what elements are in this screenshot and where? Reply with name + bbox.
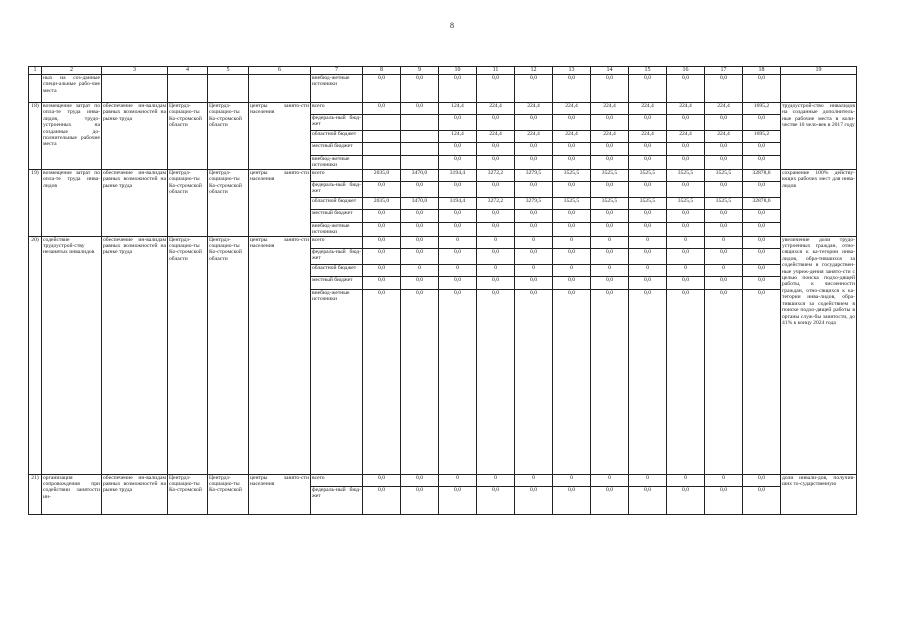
funding-value: 0,0 xyxy=(743,236,781,248)
funding-value: 0,0 xyxy=(363,486,401,514)
funding-value: 0,0 xyxy=(477,276,515,289)
measure-name: содействие трудоустрой-ству незанятых инвалидов xyxy=(42,236,102,474)
funding-value: 124,4 xyxy=(439,131,477,143)
funding-value: 0,0 xyxy=(401,248,439,264)
funding-value: 0,0 xyxy=(363,209,401,222)
funding-value: 0,0 xyxy=(477,486,515,514)
funding-value: 0,0 xyxy=(439,209,477,222)
funding-value: 224,4 xyxy=(667,103,705,115)
funding-value: 0,0 xyxy=(477,143,515,156)
measure-participants: центры занято-сти населения xyxy=(249,474,311,514)
funding-value: 0,0 xyxy=(553,289,591,474)
measure-participants: центры занято-сти населения xyxy=(249,169,311,236)
funding-value: 0,0 xyxy=(629,156,667,170)
funding-value: 0 xyxy=(515,474,553,486)
column-number: 11 xyxy=(477,67,515,75)
funding-value: 0,0 xyxy=(743,209,781,222)
funding-value: 0,0 xyxy=(629,75,667,103)
funding-value: 32878,6 xyxy=(743,169,781,181)
measure-participants: центры занято-сти населения xyxy=(249,236,311,474)
funding-value: 0,0 xyxy=(743,156,781,170)
funding-value: 3279,5 xyxy=(515,169,553,181)
funding-value: 0,0 xyxy=(743,248,781,264)
funding-source: внебюд-жетные источники xyxy=(311,289,363,474)
measure-number: 21) xyxy=(29,474,42,514)
funding-value: 0,0 xyxy=(401,181,439,197)
column-number: 7 xyxy=(311,67,363,75)
column-number-row xyxy=(29,67,857,75)
funding-value: 0,0 xyxy=(515,276,553,289)
funding-source: всего xyxy=(311,474,363,486)
measure-coexecutor: Центрдз-социацио-ты Ко-стромской области xyxy=(208,236,249,474)
column-number: 10 xyxy=(439,67,477,75)
funding-value: 224,4 xyxy=(553,131,591,143)
funding-value: 124,4 xyxy=(439,103,477,115)
funding-value: 0,0 xyxy=(363,474,401,486)
funding-value: 0,0 xyxy=(591,115,629,131)
funding-value: 0 xyxy=(705,264,743,276)
funding-value: 3279,5 xyxy=(515,197,553,209)
funding-value: 0,0 xyxy=(515,143,553,156)
column-number: 16 xyxy=(667,67,705,75)
column-number: 4 xyxy=(168,67,208,75)
measure-executor xyxy=(168,75,208,103)
funding-value xyxy=(401,156,439,170)
funding-value: 0,0 xyxy=(591,486,629,514)
column-number: 8 xyxy=(363,67,401,75)
measure-coexecutor xyxy=(208,75,249,103)
funding-value: 0,0 xyxy=(363,248,401,264)
funding-value: 0,0 xyxy=(401,289,439,474)
funding-value: 0,0 xyxy=(553,143,591,156)
funding-value: 3525,5 xyxy=(553,169,591,181)
column-number: 18 xyxy=(743,67,781,75)
funding-value: 0 xyxy=(515,236,553,248)
funding-value: 0,0 xyxy=(515,156,553,170)
funding-value: 2035,0 xyxy=(363,169,401,181)
funding-value: 0 xyxy=(667,264,705,276)
funding-source: местный бюджет xyxy=(311,143,363,156)
funding-value: 0,0 xyxy=(515,222,553,236)
funding-value: 0,0 xyxy=(743,264,781,276)
funding-value: 0,0 xyxy=(667,222,705,236)
funding-source: внебюд-жетные источники xyxy=(311,156,363,170)
expected-result: доли инвали-дов, получив-ших го-сударственную xyxy=(781,474,857,514)
funding-value: 0,0 xyxy=(401,486,439,514)
funding-value xyxy=(363,143,401,156)
funding-value xyxy=(363,156,401,170)
funding-value xyxy=(401,131,439,143)
funding-value: 0,0 xyxy=(629,486,667,514)
funding-value: 224,4 xyxy=(705,131,743,143)
funding-value: 0 xyxy=(705,474,743,486)
funding-value: 3470,0 xyxy=(401,197,439,209)
funding-value: 0,0 xyxy=(553,248,591,264)
funding-value: 0,0 xyxy=(667,143,705,156)
funding-value: 0,0 xyxy=(629,143,667,156)
funding-value: 0,0 xyxy=(743,289,781,474)
funding-value: 0,0 xyxy=(515,289,553,474)
funding-value: 224,4 xyxy=(515,131,553,143)
funding-value: 3525,5 xyxy=(591,197,629,209)
funding-value: 0,0 xyxy=(705,209,743,222)
table-row xyxy=(29,75,857,103)
funding-value: 0,0 xyxy=(705,248,743,264)
funding-value: 0 xyxy=(401,264,439,276)
funding-value: 0,0 xyxy=(629,289,667,474)
funding-value: 0,0 xyxy=(591,276,629,289)
funding-value: 224,4 xyxy=(477,103,515,115)
expected-result xyxy=(781,75,857,103)
funding-value: 0,0 xyxy=(705,115,743,131)
funding-value: 3525,5 xyxy=(629,197,667,209)
funding-value: 224,4 xyxy=(553,103,591,115)
measure-task: обеспечение ин-валидам равных возможностей на рынке труда xyxy=(102,169,168,236)
funding-value: 0,0 xyxy=(591,209,629,222)
funding-value: 32878,6 xyxy=(743,197,781,209)
table-row xyxy=(29,236,857,248)
funding-value: 0,0 xyxy=(629,115,667,131)
funding-value: 0,0 xyxy=(705,75,743,103)
funding-value: 0,0 xyxy=(667,486,705,514)
funding-value: 0,0 xyxy=(477,222,515,236)
column-number: 5 xyxy=(208,67,249,75)
funding-value: 0,0 xyxy=(515,181,553,197)
measure-task xyxy=(102,75,168,103)
funding-value: 0,0 xyxy=(591,181,629,197)
measure-executor: Центрдз-социацио-ты Ко-стромской области xyxy=(168,236,208,474)
funding-value: 0,0 xyxy=(363,181,401,197)
funding-value: 3272,2 xyxy=(477,197,515,209)
funding-value: 0,0 xyxy=(553,181,591,197)
funding-value: 0 xyxy=(591,474,629,486)
funding-value: 3525,5 xyxy=(591,169,629,181)
column-number: 1 xyxy=(29,67,42,75)
funding-value: 224,4 xyxy=(591,103,629,115)
funding-value: 224,4 xyxy=(477,131,515,143)
measure-executor: Центрдз-социацио-ты Ко-стромской области xyxy=(168,169,208,236)
measure-name: организация сопровождения при содействии занятости ин- xyxy=(42,474,102,514)
funding-value: 0,0 xyxy=(401,236,439,248)
funding-value: 0,0 xyxy=(439,156,477,170)
funding-value: 0,0 xyxy=(553,115,591,131)
funding-value: 0 xyxy=(439,474,477,486)
funding-value: 0,0 xyxy=(439,276,477,289)
funding-value: 0,0 xyxy=(477,156,515,170)
column-number: 6 xyxy=(249,67,311,75)
funding-source: областной бюджет xyxy=(311,197,363,209)
funding-value: 0,0 xyxy=(705,222,743,236)
funding-value: 0,0 xyxy=(401,103,439,115)
funding-value: 0,0 xyxy=(553,222,591,236)
funding-value: 0,0 xyxy=(667,289,705,474)
funding-value: 0,0 xyxy=(591,289,629,474)
funding-source: федераль-ный бюд-жет xyxy=(311,181,363,197)
funding-value: 0 xyxy=(515,264,553,276)
funding-source: всего xyxy=(311,236,363,248)
funding-value: 0,0 xyxy=(401,474,439,486)
column-number: 13 xyxy=(553,67,591,75)
funding-value: 0,0 xyxy=(705,143,743,156)
column-number: 19 xyxy=(781,67,857,75)
funding-value: 0 xyxy=(629,264,667,276)
funding-source: областной бюджет xyxy=(311,264,363,276)
measure-coexecutor: Центрдз-социацио-ты Ко-стромской области xyxy=(208,169,249,236)
funding-value: 3525,5 xyxy=(629,169,667,181)
funding-value: 224,4 xyxy=(667,131,705,143)
funding-value: 0 xyxy=(439,264,477,276)
funding-value: 0,0 xyxy=(591,143,629,156)
funding-value: 0,0 xyxy=(439,115,477,131)
funding-source: внебюд-жетные источники xyxy=(311,75,363,103)
funding-value: 0,0 xyxy=(401,75,439,103)
funding-value: 0,0 xyxy=(705,486,743,514)
funding-value: 1695,2 xyxy=(743,103,781,115)
funding-value: 3525,5 xyxy=(553,197,591,209)
funding-source: местный бюджет xyxy=(311,276,363,289)
measure-task: обеспечение ин-валидам равных возможностей на рынке труда xyxy=(102,474,168,514)
funding-value: 0,0 xyxy=(439,75,477,103)
funding-value: 0,0 xyxy=(477,289,515,474)
funding-value: 0,0 xyxy=(705,289,743,474)
funding-value: 0,0 xyxy=(363,289,401,474)
funding-value: 0,0 xyxy=(743,115,781,131)
funding-value: 0,0 xyxy=(743,474,781,486)
funding-value: 0,0 xyxy=(363,75,401,103)
funding-value: 3525,5 xyxy=(705,169,743,181)
column-number: 14 xyxy=(591,67,629,75)
funding-value: 0,0 xyxy=(667,276,705,289)
funding-value: 0,0 xyxy=(401,222,439,236)
funding-value: 0,0 xyxy=(439,143,477,156)
funding-value: 0,0 xyxy=(515,486,553,514)
funding-value: 0,0 xyxy=(743,486,781,514)
funding-value: 0,0 xyxy=(591,75,629,103)
funding-value: 0,0 xyxy=(477,181,515,197)
funding-value: 3194,4 xyxy=(439,197,477,209)
column-number: 3 xyxy=(102,67,168,75)
funding-value: 0,0 xyxy=(553,209,591,222)
funding-value xyxy=(401,115,439,131)
funding-value: 0 xyxy=(553,236,591,248)
measure-name: ных на соз-данные специ-альные рабо-чие места xyxy=(42,75,102,103)
funding-value: 0,0 xyxy=(667,181,705,197)
funding-value: 0,0 xyxy=(439,248,477,264)
funding-value: 0,0 xyxy=(553,156,591,170)
funding-value: 0,0 xyxy=(743,222,781,236)
funding-value xyxy=(401,143,439,156)
funding-value: 3525,5 xyxy=(705,197,743,209)
funding-value: 0,0 xyxy=(591,156,629,170)
funding-value: 0,0 xyxy=(667,115,705,131)
funding-source: федераль-ный бюд-жет xyxy=(311,115,363,131)
funding-value: 0 xyxy=(667,474,705,486)
funding-value: 0 xyxy=(477,474,515,486)
funding-value: 0 xyxy=(629,236,667,248)
column-number: 17 xyxy=(705,67,743,75)
funding-value: 0 xyxy=(439,236,477,248)
funding-value: 0 xyxy=(477,264,515,276)
funding-value: 0,0 xyxy=(477,75,515,103)
funding-value: 224,4 xyxy=(629,103,667,115)
funding-value: 0,0 xyxy=(553,276,591,289)
column-number: 15 xyxy=(629,67,667,75)
funding-value: 0,0 xyxy=(591,222,629,236)
funding-value: 0,0 xyxy=(401,276,439,289)
funding-value: 0,0 xyxy=(667,156,705,170)
expected-result: сохранение 100% действу-ющих рабочих мест для инва-лидов xyxy=(781,169,857,236)
funding-value: 0,0 xyxy=(477,209,515,222)
funding-value: 0,0 xyxy=(515,115,553,131)
funding-value: 0,0 xyxy=(667,209,705,222)
funding-value: 0,0 xyxy=(363,103,401,115)
funding-source: внебюд-жетные источники xyxy=(311,222,363,236)
measure-participants: центры занято-сти населения xyxy=(249,103,311,170)
funding-value: 0 xyxy=(553,474,591,486)
funding-value: 1695,2 xyxy=(743,131,781,143)
funding-value: 0,0 xyxy=(363,222,401,236)
measure-number: 20) xyxy=(29,236,42,474)
funding-value: 0,0 xyxy=(363,264,401,276)
funding-source: областной бюджет xyxy=(311,131,363,143)
funding-value: 0,0 xyxy=(515,248,553,264)
funding-source: федераль-ный бюд-жет xyxy=(311,486,363,514)
funding-value: 0,0 xyxy=(629,222,667,236)
expected-result: увеличение доли трудо-устроенных граждан, отно-сящихся к ка-тегории инва-лидов, обра-тившихся за содействием в государствен-ные учреж-дения занято-сти с целью поиска подхо-дящей работы, к численности граждан, отно-сящихся к ка-тегории инва-лидов, обра-тившихся за содействием в поиске подхо-дящей работы в органы служ-бы занятости, до 41% к концу 2024 года xyxy=(781,236,857,474)
funding-value: 0,0 xyxy=(439,289,477,474)
funding-value: 224,4 xyxy=(629,131,667,143)
funding-value: 0,0 xyxy=(477,248,515,264)
funding-value: 0,0 xyxy=(667,75,705,103)
funding-value: 0,0 xyxy=(705,276,743,289)
funding-value: 0 xyxy=(591,236,629,248)
funding-value: 0,0 xyxy=(743,143,781,156)
funding-value: 0,0 xyxy=(439,486,477,514)
funding-value: 0,0 xyxy=(629,248,667,264)
funding-value: 0,0 xyxy=(705,156,743,170)
funding-value: 0,0 xyxy=(363,236,401,248)
column-number: 9 xyxy=(401,67,439,75)
funding-value: 0,0 xyxy=(629,181,667,197)
measure-coexecutor: Центрдз-социацио-ты Ко-стромской области xyxy=(208,103,249,170)
funding-value: 224,4 xyxy=(515,103,553,115)
measure-participants xyxy=(249,75,311,103)
page-number: 8 xyxy=(450,21,454,30)
funding-value: 0,0 xyxy=(743,75,781,103)
funding-value: 0,0 xyxy=(553,75,591,103)
funding-value: 0 xyxy=(629,474,667,486)
funding-value: 224,4 xyxy=(705,103,743,115)
funding-value xyxy=(363,115,401,131)
funding-value: 0 xyxy=(705,236,743,248)
funding-value: 3194,4 xyxy=(439,169,477,181)
funding-value: 0 xyxy=(667,236,705,248)
funding-value: 0 xyxy=(591,264,629,276)
expected-result: трудоустрой-ство инвалидов на созданные дополнитель-ные рабочие места в коли-честве 10 чело-век в 2017 году xyxy=(781,103,857,170)
funding-value: 0,0 xyxy=(667,248,705,264)
funding-value: 0,0 xyxy=(401,209,439,222)
measure-executor: Центрдз-социацио-ты Ко-стромской xyxy=(168,474,208,514)
funding-value: 0,0 xyxy=(629,276,667,289)
measure-coexecutor: Центрдз-социацио-ты Ко-стромской xyxy=(208,474,249,514)
funding-value: 0,0 xyxy=(705,181,743,197)
measure-number xyxy=(29,75,42,103)
program-measures-table xyxy=(28,66,857,515)
measure-task: обеспечение ин-валидам равных возможностей на рынке труда xyxy=(102,236,168,474)
measure-executor: Центрдз-социацио-ты Ко-стромской области xyxy=(168,103,208,170)
column-number: 12 xyxy=(515,67,553,75)
column-number: 2 xyxy=(42,67,102,75)
funding-value: 3470,0 xyxy=(401,169,439,181)
funding-value: 0,0 xyxy=(553,486,591,514)
funding-value: 2035,0 xyxy=(363,197,401,209)
funding-value: 0,0 xyxy=(439,222,477,236)
funding-source: федераль-ный бюд-жет xyxy=(311,248,363,264)
funding-value: 3272,2 xyxy=(477,169,515,181)
funding-value: 0,0 xyxy=(439,181,477,197)
measure-name: возмещение затрат по опла-те труда инва-лидов xyxy=(42,169,102,236)
table-row xyxy=(29,474,857,486)
funding-value: 0 xyxy=(477,236,515,248)
measure-number: 19) xyxy=(29,169,42,236)
funding-value xyxy=(363,131,401,143)
measure-task: обеспечение ин-валидам равных возможностей на рынке труда xyxy=(102,103,168,170)
funding-value: 0,0 xyxy=(591,248,629,264)
funding-value: 0,0 xyxy=(515,209,553,222)
funding-value: 3525,5 xyxy=(667,197,705,209)
funding-value: 0,0 xyxy=(515,75,553,103)
funding-value: 0 xyxy=(553,264,591,276)
funding-value: 0,0 xyxy=(477,115,515,131)
funding-source: всего xyxy=(311,169,363,181)
funding-value: 3525,5 xyxy=(667,169,705,181)
funding-value: 224,4 xyxy=(591,131,629,143)
table-row xyxy=(29,169,857,181)
measure-number: 18) xyxy=(29,103,42,170)
funding-value: 0,0 xyxy=(743,276,781,289)
funding-value: 0,0 xyxy=(743,181,781,197)
measure-name: возмещение затрат по опла-те труда инва-лидов, трудо-устроенных на созданные до-полнительные рабочие места xyxy=(42,103,102,170)
funding-source: всего xyxy=(311,103,363,115)
funding-value: 0,0 xyxy=(629,209,667,222)
table-row xyxy=(29,103,857,115)
funding-value: 0,0 xyxy=(363,276,401,289)
funding-source: местный бюджет xyxy=(311,209,363,222)
